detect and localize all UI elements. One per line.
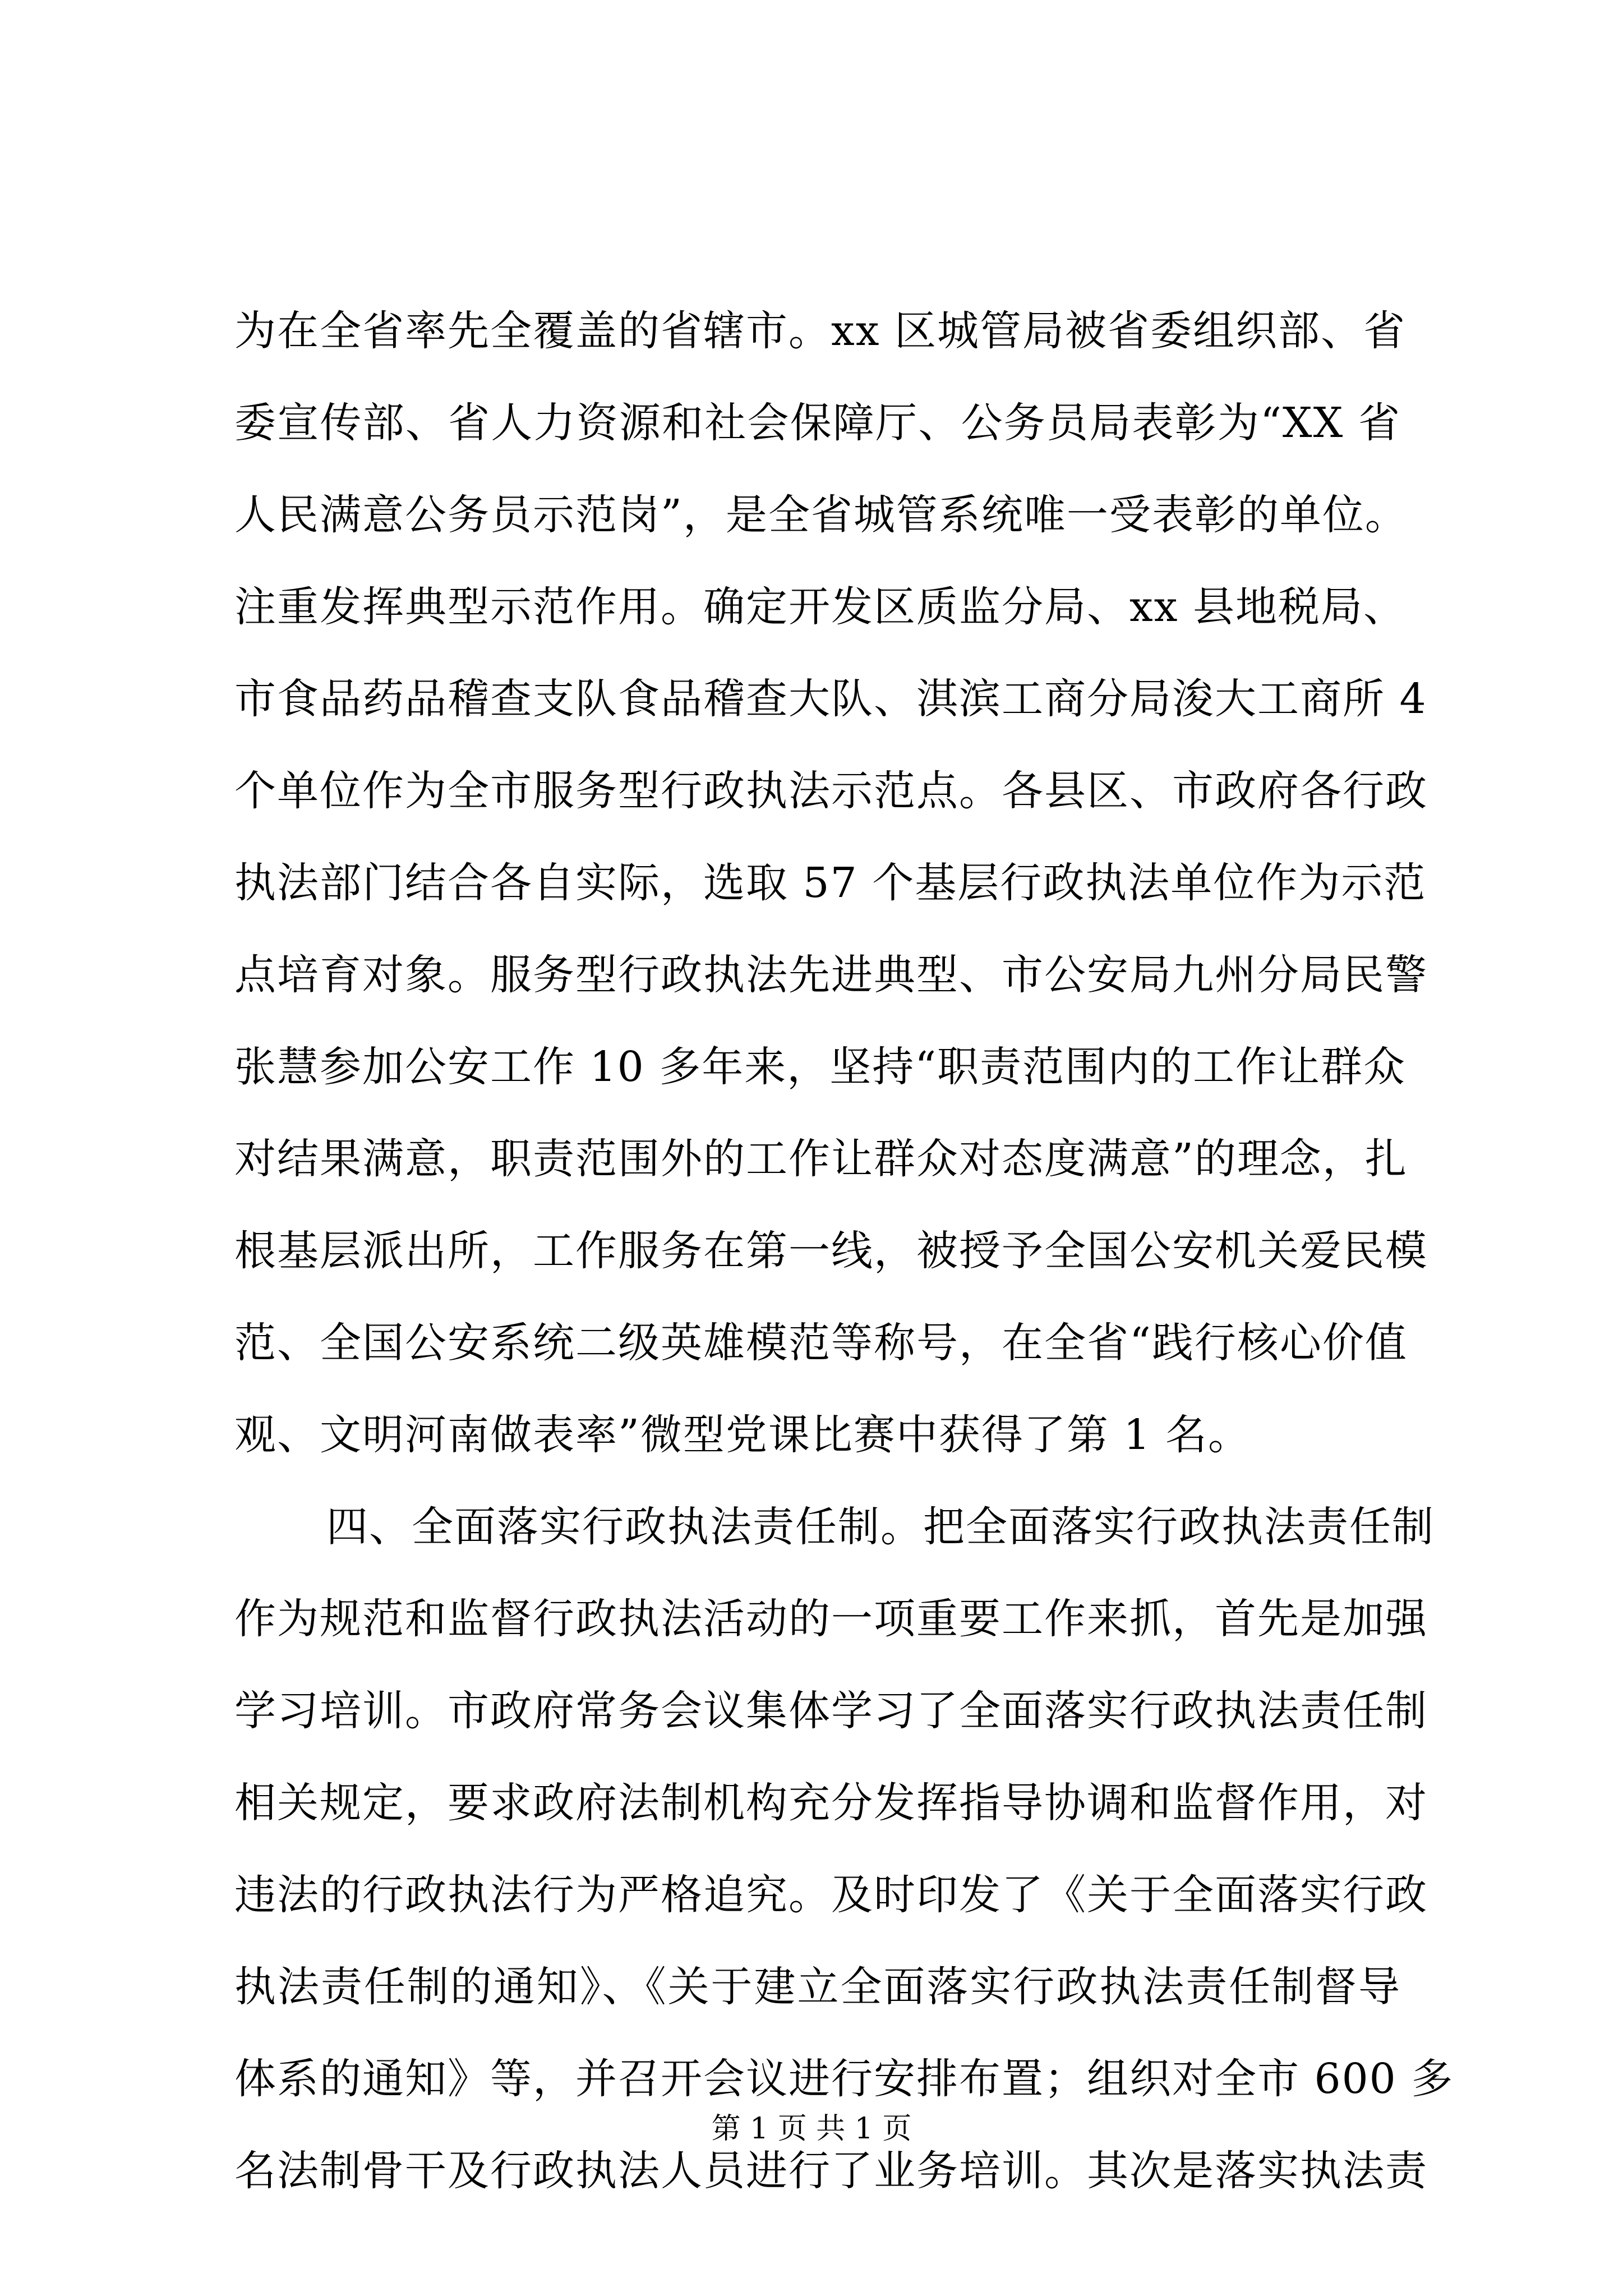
text-line: 注重发挥典型示范作用。确定开发区质监分局、xx 县地税局、 bbox=[234, 583, 1406, 631]
text-line: 执法部门结合各自实际，选取 57 个基层行政执法单位作为示范 bbox=[234, 859, 1427, 907]
text-line: 个单位作为全市服务型行政执法示范点。各县区、市政府各行政 bbox=[234, 767, 1428, 815]
text-line: 张慧参加公安工作 10 多年来，坚持“职责范围内的工作让群众 bbox=[234, 1043, 1407, 1091]
paragraph-first-line: 四、全面落实行政执法责任制。把全面落实行政执法责任制 bbox=[326, 1503, 1435, 1551]
text-line: 体系的通知》等，并召开会议进行安排布置；组织对全市 600 多 bbox=[234, 2055, 1454, 2103]
text-line: 执法责任制的通知》、《关于建立全面落实行政执法责任制督导 bbox=[234, 1963, 1401, 2011]
text-line: 为在全省率先全覆盖的省辖市。xx 区城管局被省委组织部、省 bbox=[234, 307, 1406, 355]
text-line: 观、文明河南做表率”微型党课比赛中获得了第 1 名。 bbox=[234, 1411, 1251, 1459]
text-line: 名法制骨干及行政执法人员进行了业务培训。其次是落实执法责 bbox=[234, 2147, 1428, 2195]
text-line: 学习培训。市政府常务会议集体学习了全面落实行政执法责任制 bbox=[234, 1687, 1428, 1735]
text-line: 点培育对象。服务型行政执法先进典型、市公安局九州分局民警 bbox=[234, 951, 1428, 999]
text-line: 委宣传部、省人力资源和社会保障厅、公务员局表彰为“XX 省 bbox=[234, 399, 1401, 447]
text-line: 相关规定，要求政府法制机构充分发挥指导协调和监督作用，对 bbox=[234, 1779, 1428, 1827]
page-footer: 第 1 页 共 1 页 bbox=[711, 2112, 912, 2146]
text-line: 范、全国公安系统二级英雄模范等称号，在全省“践行核心价值 bbox=[234, 1319, 1408, 1367]
text-line: 违法的行政执法行为严格追究。及时印发了《关于全面落实行政 bbox=[234, 1871, 1428, 1919]
document-body bbox=[234, 285, 1454, 2217]
text-line: 人民满意公务员示范岗”，是全省城管系统唯一受表彰的单位。 bbox=[234, 491, 1408, 539]
text-line: 根基层派出所，工作服务在第一线，被授予全国公安机关爱民模 bbox=[234, 1227, 1428, 1275]
text-line: 对结果满意，职责范围外的工作让群众对态度满意”的理念，扎 bbox=[234, 1135, 1408, 1183]
text-line: 市食品药品稽查支队食品稽查大队、淇滨工商分局浚大工商所 4 bbox=[234, 675, 1427, 723]
text-line: 作为规范和监督行政执法活动的一项重要工作来抓，首先是加强 bbox=[234, 1595, 1428, 1643]
